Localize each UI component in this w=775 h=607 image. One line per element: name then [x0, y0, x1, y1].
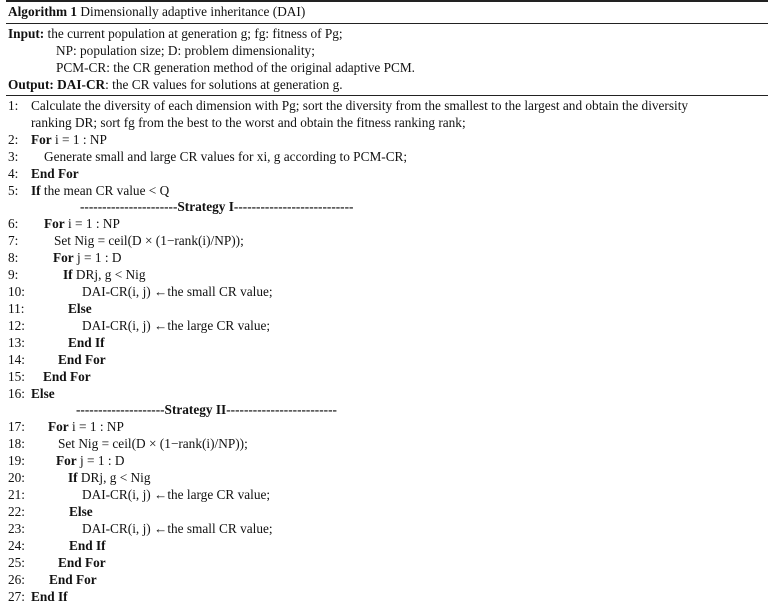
algorithm-title: [8, 4, 305, 20]
line-text: For i = 1 : NP: [48, 419, 124, 434]
line-text: If the mean CR value < Q: [31, 183, 170, 198]
line-number: 27:: [8, 589, 25, 604]
strategy-1-divider: ----------------------Strategy I---------------------------: [80, 199, 354, 214]
line-number: 3:: [8, 149, 19, 164]
algo-line-20: [8, 470, 151, 486]
line-text: For i = 1 : NP: [31, 132, 107, 147]
line-number: 23:: [8, 521, 25, 536]
algo-line-10: [8, 284, 273, 300]
line-number: 7:: [8, 233, 19, 248]
line-number: 14:: [8, 352, 25, 367]
line-text: End For: [58, 555, 106, 570]
line-number: 4:: [8, 166, 19, 181]
algo-line-13: [8, 335, 105, 351]
algorithm-label: Algorithm 1: [8, 4, 78, 19]
line-number: 18:: [8, 436, 25, 451]
line-text: End For: [49, 572, 97, 587]
line-number: 11:: [8, 301, 25, 316]
line-text: DAI-CR(i, j) ←the large CR value;: [82, 487, 271, 502]
line-text: End If: [69, 538, 106, 553]
line-number: 12:: [8, 318, 25, 333]
algo-line-22: [8, 504, 93, 520]
algo-line-26: [8, 572, 97, 588]
line-number: 15:: [8, 369, 25, 384]
line-text: For j = 1 : D: [56, 453, 125, 468]
algo-line-1: [8, 98, 688, 114]
algo-line-12: [8, 318, 270, 334]
line-text: End For: [43, 369, 91, 384]
strategy-2-divider: --------------------Strategy II-------------------------: [76, 402, 337, 417]
algo-line-17: [8, 419, 124, 435]
algo-line-27: [8, 589, 68, 605]
line-text: For i = 1 : NP: [44, 216, 120, 231]
input-line-2: NP: population size; D: problem dimensionality;: [56, 43, 315, 58]
algo-line-14: [8, 352, 106, 368]
line-number: 22:: [8, 504, 25, 519]
line-number: 19:: [8, 453, 25, 468]
line-number: 6:: [8, 216, 19, 231]
line-number: 24:: [8, 538, 25, 553]
line-number: 16:: [8, 386, 25, 401]
line-text: DAI-CR(i, j) ←the small CR value;: [82, 284, 273, 299]
algo-line-7: [8, 233, 244, 249]
line-number: 25:: [8, 555, 25, 570]
line-number: 21:: [8, 487, 25, 502]
title-rule: [6, 23, 768, 24]
input-label: Input:: [8, 26, 45, 41]
line-number: 26:: [8, 572, 25, 587]
input-line-1: [8, 26, 343, 42]
algo-line-4: [8, 166, 79, 182]
algo-line-11: [8, 301, 92, 317]
algo-line-9: [8, 267, 146, 283]
line-number: 20:: [8, 470, 25, 485]
line-text: If DRj, g < Nig: [63, 267, 146, 282]
line-number: 17:: [8, 419, 25, 434]
algo-line-3: [8, 149, 407, 165]
output-label: Output: DAI-CR: [8, 77, 106, 92]
input-text-1: the current population at generation g; fg: fitness of Pg;: [47, 26, 343, 41]
line-text: End For: [31, 166, 79, 181]
line-number: 5:: [8, 183, 19, 198]
algo-line-24: [8, 538, 106, 554]
line-text: If DRj, g < Nig: [68, 470, 151, 485]
algo-line-19: [8, 453, 124, 469]
line-text: Calculate the diversity of each dimension with Pg; sort the diversity from the smallest to the largest and obtain the diversity: [31, 98, 689, 113]
line-number: 2:: [8, 132, 19, 147]
line-text: For j = 1 : D: [53, 250, 122, 265]
line-text: ranking DR; sort fg from the best to the worst and obtain the fitness ranking rank;: [31, 115, 466, 130]
line-text: Generate small and large CR values for xi, g according to PCM-CR;: [44, 149, 408, 164]
line-number: 1:: [8, 98, 19, 113]
algo-line-25: [8, 555, 106, 571]
algo-line-2: [8, 132, 107, 148]
algo-line-23: [8, 521, 273, 537]
top-rule: [6, 0, 768, 2]
algo-line-15: [8, 369, 91, 385]
line-text: Else: [69, 504, 93, 519]
algorithm-name: Dimensionally adaptive inheritance (DAI): [80, 4, 306, 19]
line-text: End For: [58, 352, 106, 367]
line-text: DAI-CR(i, j) ←the small CR value;: [82, 521, 273, 536]
line-text: Else: [68, 301, 92, 316]
line-number: 9:: [8, 267, 19, 282]
algo-line-6: [8, 216, 120, 232]
line-number: 8:: [8, 250, 19, 265]
line-text: DAI-CR(i, j) ←the large CR value;: [82, 318, 271, 333]
line-text: End If: [31, 589, 68, 604]
line-text: End If: [68, 335, 105, 350]
line-number: 10:: [8, 284, 25, 299]
algo-line-18: [8, 436, 248, 452]
line-text: Else: [31, 386, 55, 401]
line-text: Set Nig = ceil(D × (1−rank(i)/NP));: [58, 436, 248, 451]
algo-line-16: [8, 386, 55, 402]
algo-line-1b: [31, 115, 466, 131]
line-number: 13:: [8, 335, 25, 350]
input-line-3: PCM-CR: the CR generation method of the original adaptive PCM.: [56, 60, 415, 75]
algo-line-8: [8, 250, 121, 266]
algo-line-5: [8, 183, 169, 199]
output-text: : the CR values for solutions at generation g.: [105, 77, 343, 92]
line-text: Set Nig = ceil(D × (1−rank(i)/NP));: [54, 233, 244, 248]
io-rule: [6, 95, 768, 96]
algo-line-21: [8, 487, 270, 503]
output-line: [8, 77, 343, 93]
